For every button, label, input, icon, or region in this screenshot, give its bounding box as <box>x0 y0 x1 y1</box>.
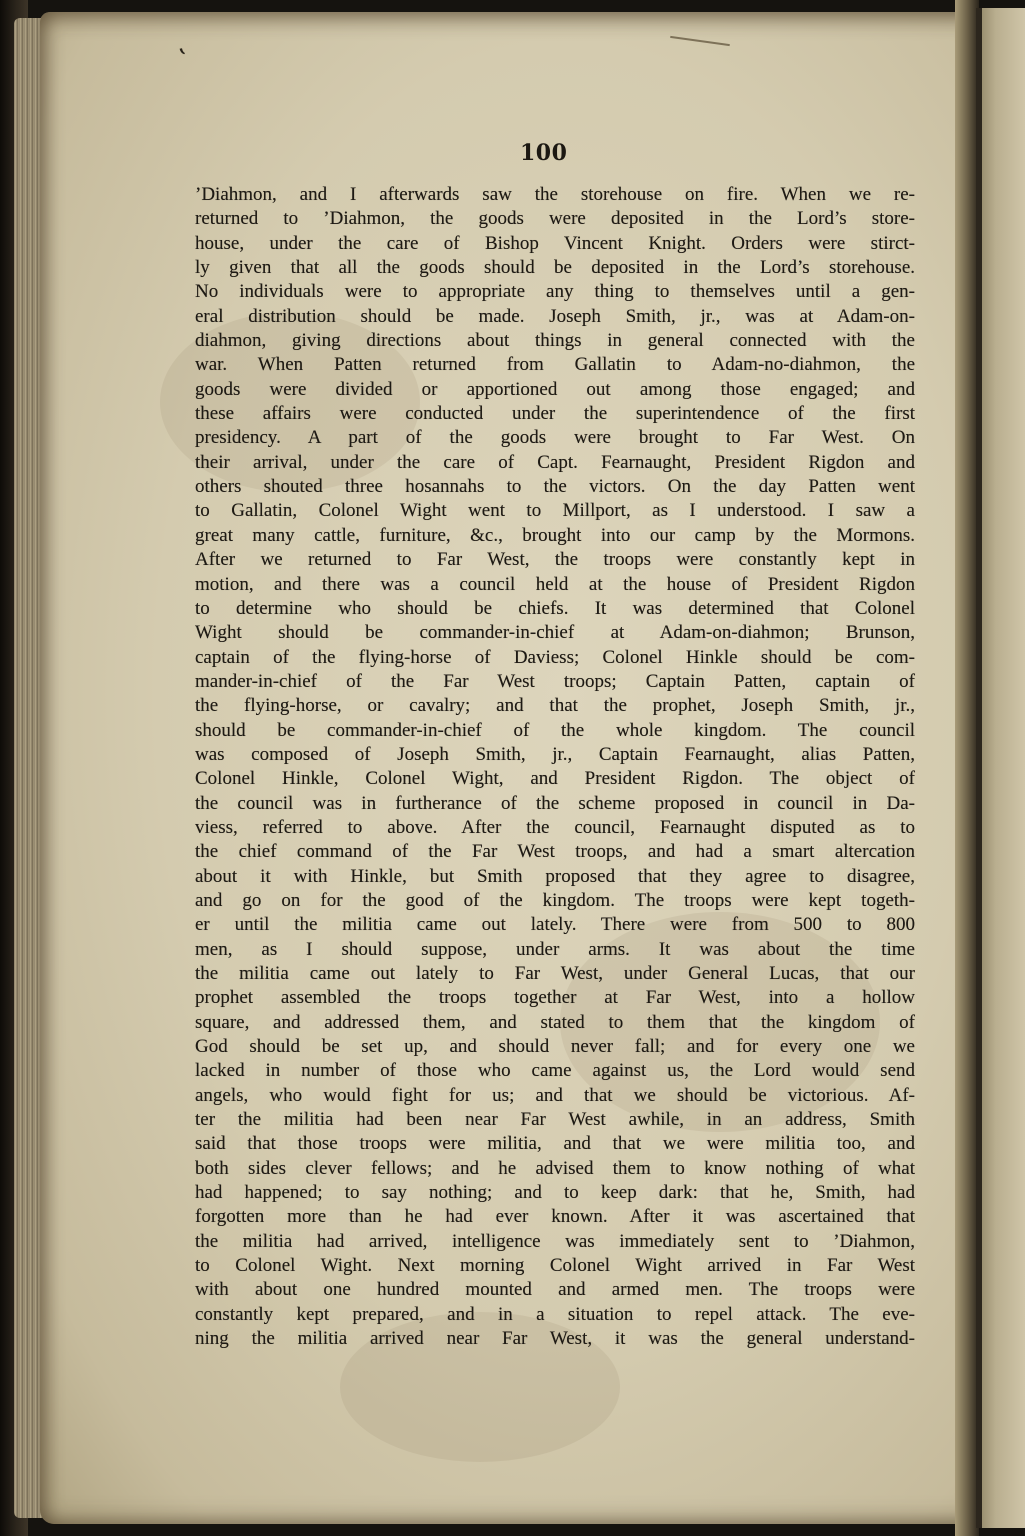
text-line: No individuals were to appropriate any thing to themselves until a gen- <box>195 281 915 303</box>
text-line: returned to ’Diahmon, the goods were deposited in the Lord’s store- <box>195 208 915 230</box>
text-line: Wight should be commander-in-chief at Adam-on-diahmon; Brunson, <box>195 622 915 644</box>
facing-page-edge <box>976 8 1025 1528</box>
text-line: prophet assembled the troops together at Far West, into a hollow <box>195 987 915 1009</box>
text-line: ’Diahmon, and I afterwards saw the storehouse on fire. When we re- <box>195 184 915 205</box>
text-line: their arrival, under the care of Capt. Fearnaught, President Rigdon and <box>195 451 915 473</box>
text-line: about it with Hinkle, but Smith proposed that they agree to disagree, <box>195 865 915 887</box>
text-line: diahmon, giving directions about things in general connected with the <box>195 330 915 352</box>
text-line: ly given that all the goods should be deposited in the Lord’s storehouse. <box>195 257 915 279</box>
text-line: forgotten more than he had ever known. After it was ascertained that <box>195 1206 915 1228</box>
text-line: to determine who should be chiefs. It was determined that Colonel <box>195 597 915 619</box>
text-line: mander-in-chief of the Far West troops; Captain Patten, captain of <box>195 670 915 692</box>
text-line: house, under the care of Bishop Vincent Knight. Orders were stirct- <box>195 232 915 254</box>
text-line: to Colonel Wight. Next morning Colonel Wight arrived in Far West <box>195 1255 915 1277</box>
text-line: the militia had arrived, intelligence was immediately sent to ’Diahmon, <box>195 1230 915 1252</box>
body-text <box>195 183 915 1352</box>
crease-mark <box>670 36 730 46</box>
text-line: had happened; to say nothing; and to keep dark: that he, Smith, had <box>195 1182 915 1204</box>
text-line: angels, who would fight for us; and that we should be victorious. Af- <box>195 1084 915 1106</box>
text-line: said that those troops were militia, and that we were militia too, and <box>195 1133 915 1155</box>
text-line: viess, referred to above. After the council, Fearnaught disputed as to <box>195 816 915 838</box>
text-line: both sides clever fellows; and he advised them to know nothing of what <box>195 1157 915 1179</box>
text-line: lacked in number of those who came against us, the Lord would send <box>195 1060 915 1082</box>
text-line: ter the militia had been near Far West awhile, in an address, Smith <box>195 1109 915 1131</box>
text-line: constantly kept prepared, and in a situation to repel attack. The eve- <box>195 1303 915 1325</box>
ink-mark: ‛ <box>176 43 192 75</box>
text-line: eral distribution should be made. Joseph Smith, jr., was at Adam-on- <box>195 305 915 327</box>
text-line: with about one hundred mounted and armed men. The troops were <box>195 1279 915 1301</box>
text-line: ning the militia arrived near Far West, it was the general understand- <box>195 1328 915 1350</box>
text-line: men, as I should suppose, under arms. It was about the time <box>195 938 915 960</box>
text-line: square, and addressed them, and stated to them that the kingdom of <box>195 1011 915 1033</box>
text-line: er until the militia came out lately. There were from 500 to 800 <box>195 914 915 936</box>
text-line: goods were divided or apportioned out among those engaged; and <box>195 378 915 400</box>
page-number: 100 <box>520 140 568 166</box>
text-line: others shouted three hosannahs to the victors. On the day Patten went <box>195 476 915 498</box>
text-line: to Gallatin, Colonel Wight went to Millport, as I understood. I saw a <box>195 500 915 522</box>
text-line: presidency. A part of the goods were brought to Far West. On <box>195 427 915 449</box>
text-line: and go on for the good of the kingdom. The troops were kept togeth- <box>195 889 915 911</box>
text-line: should be commander-in-chief of the whole kingdom. The council <box>195 719 915 741</box>
text-line: the chief command of the Far West troops, and had a smart altercation <box>195 841 915 863</box>
text-line: After we returned to Far West, the troops were constantly kept in <box>195 549 915 571</box>
text-line: motion, and there was a council held at the house of President Rigdon <box>195 573 915 595</box>
text-line: great many cattle, furniture, &c., brought into our camp by the Mormons. <box>195 524 915 546</box>
text-line: war. When Patten returned from Gallatin to Adam-no-diahmon, the <box>195 354 915 376</box>
text-line: the council was in furtherance of the scheme proposed in council in Da- <box>195 792 915 814</box>
text-line: God should be set up, and should never fall; and for every one we <box>195 1036 915 1058</box>
text-line: was composed of Joseph Smith, jr., Captain Fearnaught, alias Patten, <box>195 743 915 765</box>
text-line: the militia came out lately to Far West, under General Lucas, that our <box>195 963 915 984</box>
text-line: the flying-horse, or cavalry; and that the prophet, Joseph Smith, jr., <box>195 695 915 717</box>
text-line: captain of the flying-horse of Daviess; Colonel Hinkle should be com- <box>195 646 915 668</box>
text-line: Colonel Hinkle, Colonel Wight, and President Rigdon. The object of <box>195 768 915 790</box>
text-line: these affairs were conducted under the superintendence of the first <box>195 403 915 425</box>
